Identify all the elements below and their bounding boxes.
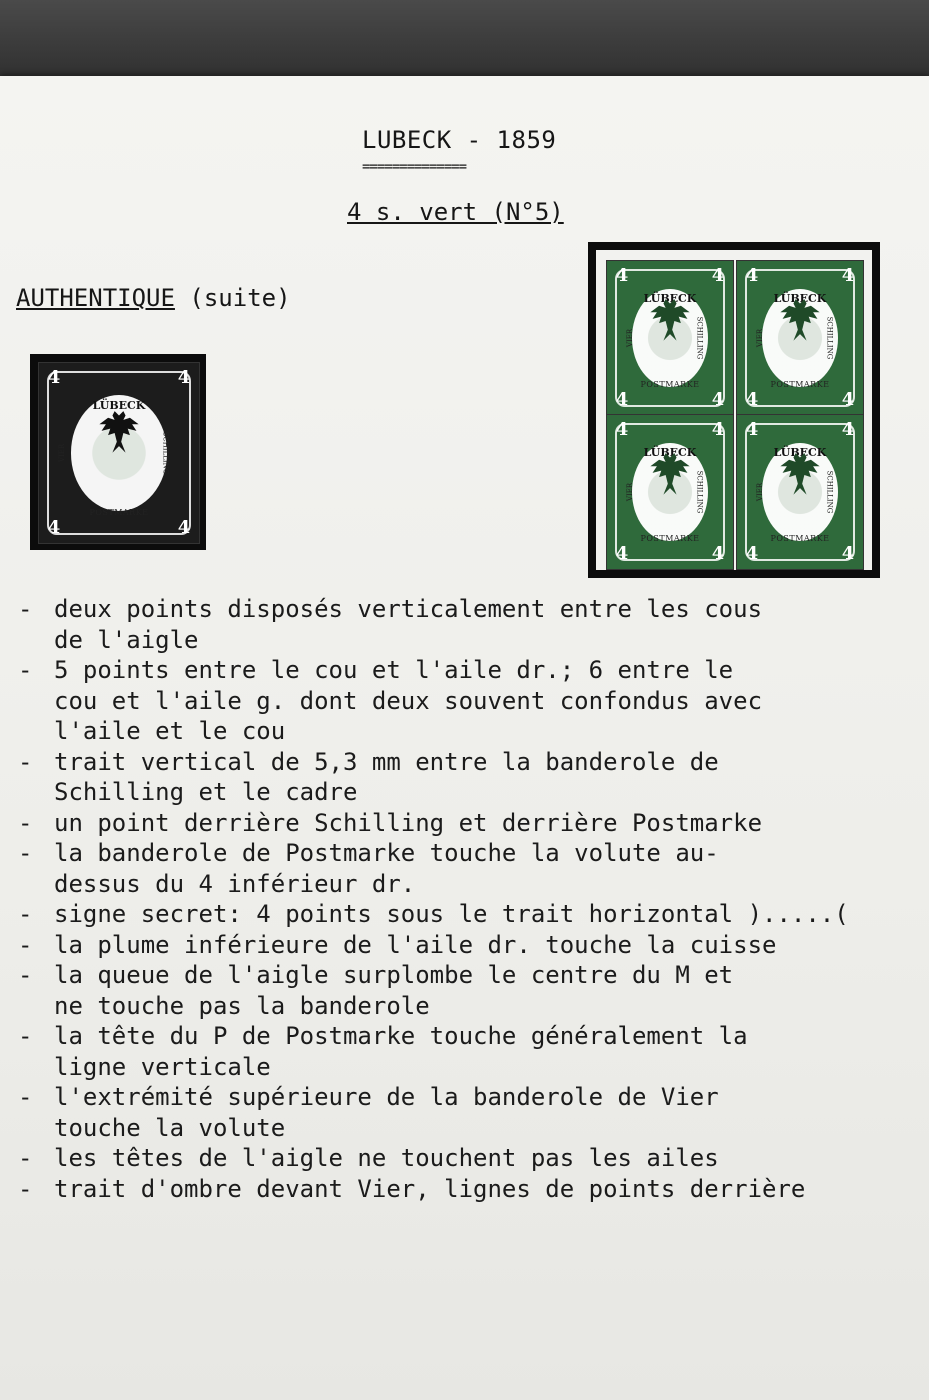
note-line: trait vertical de 5,3 mm entre la banderole de [54,747,719,776]
block-of-four [596,250,872,570]
note-line: de l'aigle [54,625,199,654]
note-item [18,930,923,961]
note-line: l'aile et le cou [54,717,286,745]
note-item [18,1143,923,1174]
note-bullet: - [18,961,33,989]
stamp-value-bottom-right: 4 [711,389,725,410]
note-item [18,808,923,839]
authentication-notes [18,594,923,1204]
note-line: deux points disposés verticalement entre les cous [54,595,763,623]
stamp-left-text: VIER [58,443,67,463]
section-heading-suffix: (suite) [174,284,291,312]
note-line: signe secret: 4 points sous le trait horizontal ).....( [54,900,849,928]
note-line: trait d'ombre devant Vier, lignes de points derrière [54,1174,806,1203]
note-line: Schilling et le cadre [54,778,358,806]
section-heading [16,284,291,312]
page-subtitle: 4 s. vert (N°5) [347,198,564,226]
note-line: 5 points entre le cou et l'aile dr.; 6 entre le [54,656,734,684]
stamp-value-top-left: 4 [745,265,759,286]
note-bullet: - [18,808,33,837]
stamp-value-bottom-left: 4 [615,389,629,410]
note-bullet: - [18,1174,33,1203]
stamp-eagle [778,297,822,349]
stamp-eagle [648,297,692,349]
stamp-left-text: VIER [756,482,765,502]
stamp-eagle [97,409,141,461]
note-line: cou et l'aile g. dont deux souvent confondus avec [54,686,763,715]
single-stamp-mount [30,354,206,550]
note-bullet: - [18,595,33,623]
note-item [18,594,923,655]
note-line: les têtes de l'aigle ne touchent pas les ailes [54,1144,719,1172]
stamp-bottom-text: POSTMARKE [770,534,830,543]
stamp-eagle [648,451,692,503]
stamp-value-top-left: 4 [47,367,61,388]
note-item [18,838,923,899]
stamp-value-bottom-left: 4 [745,389,759,410]
note-item [18,1021,923,1082]
block-stamp [736,414,864,570]
eagle-icon [778,297,822,345]
note-item [18,1082,923,1143]
stamp-right-text: SCHILLING [161,431,170,475]
note-line: l'extrémité supérieure de la banderole de Vier [54,1083,719,1111]
note-item [18,960,923,1021]
note-bullet: - [18,1144,33,1172]
stamp-right-text: SCHILLING [825,316,834,360]
stamp-value-bottom-right: 4 [841,389,855,410]
stamp-value-top-left: 4 [615,265,629,286]
stamp-city-name: LÜBECK [773,445,827,459]
note-bullet: - [18,1022,33,1050]
stamp-value-top-left: 4 [745,419,759,440]
note-line: ligne verticale [54,1052,271,1081]
note-line: la plume inférieure de l'aile dr. touche la cuisse [54,930,777,959]
note-item [18,899,923,930]
stamp-right-text: SCHILLING [825,470,834,514]
block-of-four-mount [588,242,880,578]
stamp-left-text: VIER [626,328,635,348]
section-heading-label: AUTHENTIQUE [16,284,175,312]
stamp-bottom-text: POSTMARKE [640,534,700,543]
stamp-value-bottom-right: 4 [841,543,855,564]
stamp-city-name: LÜBECK [643,291,697,305]
note-item [18,747,923,808]
block-stamp [606,260,734,416]
background-top [0,0,929,82]
stamp-eagle [778,451,822,503]
album-page [0,76,929,1400]
stamp-city-name: LÜBECK [773,291,827,305]
block-stamp [606,414,734,570]
note-bullet: - [18,747,33,776]
stamp-right-text: SCHILLING [695,316,704,360]
stamp-left-text: VIER [626,482,635,502]
eagle-icon [648,297,692,345]
note-bullet: - [18,900,33,928]
note-line: un point derrière Schilling et derrière Postmarke [54,808,763,837]
note-item [18,1174,923,1205]
stamp-value-bottom-right: 4 [711,543,725,564]
note-line: touche la volute [54,1113,286,1142]
stamp-bottom-text: POSTMARKE [89,508,149,517]
stamp-right-text: SCHILLING [695,470,704,514]
stamp-value-top-right: 4 [711,419,725,440]
stamp-value-top-right: 4 [841,419,855,440]
note-line: la banderole de Postmarke touche la volute au- [54,839,719,867]
stamp-left-text: VIER [756,328,765,348]
stamp-value-top-left: 4 [615,419,629,440]
note-line: ne touche pas la banderole [54,991,430,1020]
stamp-city-name: LÜBECK [643,445,697,459]
block-stamp [736,260,864,416]
stamp-value-bottom-left: 4 [745,543,759,564]
note-bullet: - [18,656,33,684]
single-stamp [38,362,200,544]
stamp-value-bottom-right: 4 [177,517,191,538]
stamp-value-bottom-left: 4 [47,517,61,538]
page-title: LUBECK - 1859 [362,126,557,154]
note-bullet: - [18,1083,33,1111]
eagle-icon [97,409,141,457]
eagle-icon [648,451,692,499]
stamp-bottom-text: POSTMARKE [770,380,830,389]
stamp-value-top-right: 4 [841,265,855,286]
stamp-bottom-text: POSTMARKE [640,380,700,389]
note-line: dessus du 4 inférieur dr. [54,869,416,898]
note-bullet: - [18,930,33,959]
stamp-value-bottom-left: 4 [615,543,629,564]
title-underline: ============== [362,159,467,175]
note-line: la tête du P de Postmarke touche généralement la [54,1022,748,1050]
note-line: la queue de l'aigle surplombe le centre du M et [54,961,734,989]
eagle-icon [778,451,822,499]
stamp-value-top-right: 4 [711,265,725,286]
note-bullet: - [18,839,33,867]
note-item [18,655,923,747]
stamp-city-name: LÜBECK [92,399,146,412]
stamp-value-top-right: 4 [177,367,191,388]
